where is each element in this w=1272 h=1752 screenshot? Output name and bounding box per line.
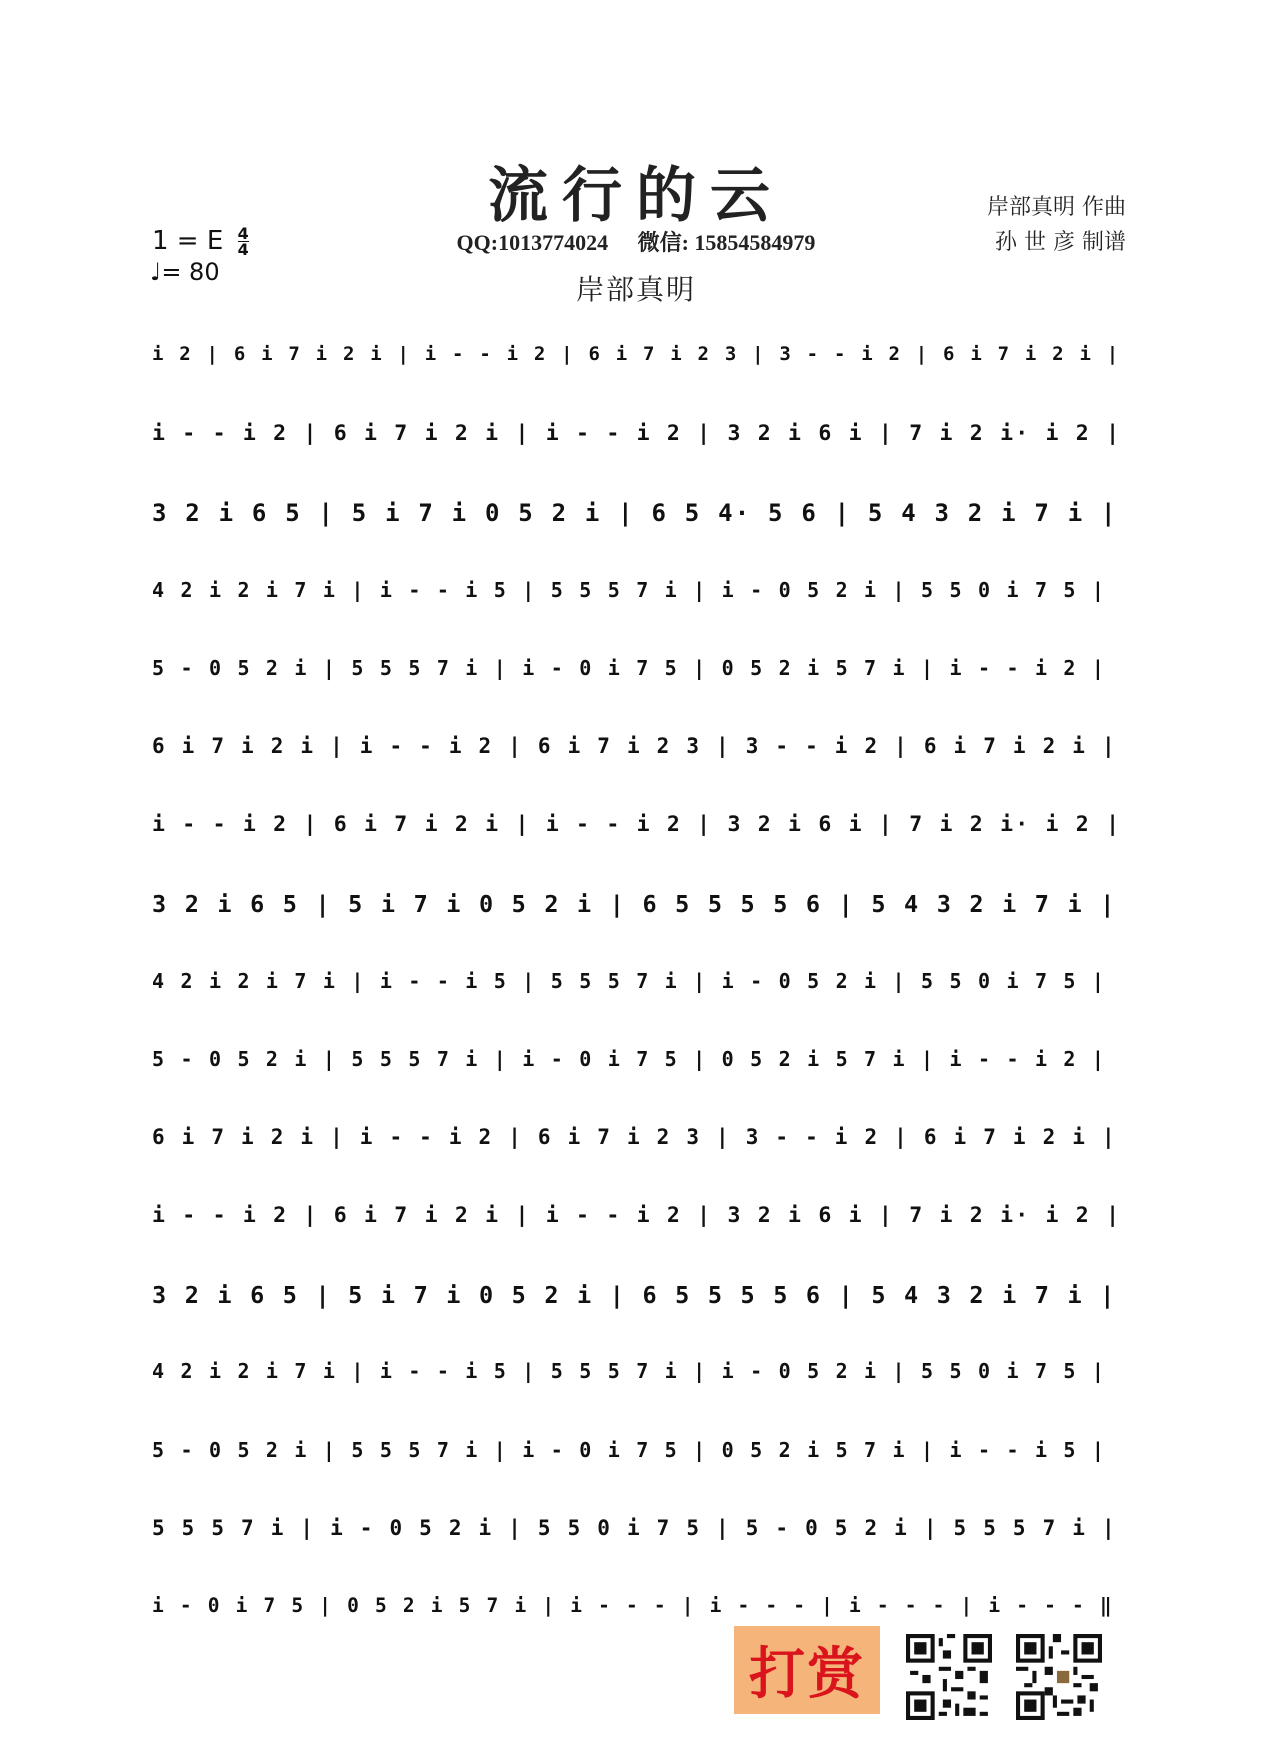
score-line xyxy=(152,1351,1122,1429)
wechat-contact: 微信: 15854584979 xyxy=(637,230,816,255)
notation-text: 6 i 7 i 2 i | i - - i 2 | 6 i 7 i 2 3 | 3 - - i 2 | 6 i 7 i 2 i | xyxy=(152,1124,1117,1149)
notation-text: 5 - 0 5 2 i | 5 5 5 7 i | i - 0 i 7 5 | 0 5 2 i 5 7 i | i - - i 2 | xyxy=(152,655,1107,680)
time-denominator: 4 xyxy=(237,240,249,259)
transcriber-credit: 孙 世 彦 制谱 xyxy=(995,230,1126,255)
notation-text: 4 2 i 2 i 7 i | i - - i 5 | 5 5 5 7 i | i - 0 5 2 i | 5 5 0 i 7 5 | xyxy=(152,577,1107,602)
score-line xyxy=(152,648,1122,726)
score-line xyxy=(152,1430,1122,1508)
notation-text: 3 2 i 6 5 | 5 i 7 i 0 5 2 i | 6 5 4· 5 6 | 5 4 3 2 i 7 i | xyxy=(152,499,1118,528)
score-line xyxy=(152,961,1122,1039)
tempo-marking: ♩= 80 xyxy=(150,258,220,286)
score-line xyxy=(152,335,1122,413)
song-title: 流行的云 xyxy=(488,161,784,231)
notation-text: i - - i 2 | 6 i 7 i 2 i | i - - i 2 | 3 2 i 6 i | 7 i 2 i· i 2 | xyxy=(152,812,1122,838)
score-line xyxy=(152,413,1122,491)
score-line xyxy=(152,1117,1122,1195)
qq-contact: QQ:1013774024 xyxy=(456,230,609,255)
notation-text: 6 i 7 i 2 i | i - - i 2 | 6 i 7 i 2 3 | 3 - - i 2 | 6 i 7 i 2 i | xyxy=(152,733,1117,758)
score-line xyxy=(152,1195,1122,1273)
notation-text: 4 2 i 2 i 7 i | i - - i 5 | 5 5 5 7 i | i - 0 5 2 i | 5 5 0 i 7 5 | xyxy=(152,968,1107,993)
score-line xyxy=(152,570,1122,648)
key-label: 1 = E xyxy=(152,226,224,256)
notation-text: 4 2 i 2 i 7 i | i - - i 5 | 5 5 5 7 i | i - 0 5 2 i | 5 5 0 i 7 5 | xyxy=(152,1359,1107,1384)
notation-text: 3 2 i 6 5 | 5 i 7 i 0 5 2 i | 6 5 5 5 5 6 | 5 4 3 2 i 7 i | xyxy=(152,1281,1117,1310)
notation-text: i - - i 2 | 6 i 7 i 2 i | i - - i 2 | 3 2 i 6 i | 7 i 2 i· i 2 | xyxy=(152,421,1122,447)
notation-text: 3 2 i 6 5 | 5 i 7 i 0 5 2 i | 6 5 5 5 5 6 | 5 4 3 2 i 7 i | xyxy=(152,890,1117,919)
notation-text: i - - i 2 | 6 i 7 i 2 i | i - - i 2 | 3 2 i 6 i | 7 i 2 i· i 2 | xyxy=(152,1203,1122,1229)
contact-info xyxy=(0,226,1272,257)
score-line xyxy=(152,882,1122,960)
notation-text: 5 - 0 5 2 i | 5 5 5 7 i | i - 0 i 7 5 | 0 5 2 i 5 7 i | i - - i 5 | xyxy=(152,1437,1107,1462)
score-line xyxy=(152,491,1122,569)
notation-text: 5 - 0 5 2 i | 5 5 5 7 i | i - 0 i 7 5 | 0 5 2 i 5 7 i | i - - i 2 | xyxy=(152,1046,1107,1071)
subtitle: 岸部真明 xyxy=(575,273,696,306)
score-body xyxy=(152,335,1122,1664)
score-line xyxy=(152,1273,1122,1351)
score-line xyxy=(152,1039,1122,1117)
notation-text: 5 5 5 7 i | i - 0 5 2 i | 5 5 0 i 7 5 | 5 - 0 5 2 i | 5 5 5 7 i | xyxy=(152,1515,1117,1540)
notation-text: i - 0 i 7 5 | 0 5 2 i 5 7 i | i - - - | i - - - | i - - - | i - - - ‖ xyxy=(152,1594,1114,1617)
score-line xyxy=(152,1508,1122,1586)
score-line xyxy=(152,804,1122,882)
score-line xyxy=(152,726,1122,804)
notation-text: i 2 | 6 i 7 i 2 i | i - - i 2 | 6 i 7 i 2 3 | 3 - - i 2 | 6 i 7 i 2 i | xyxy=(152,343,1121,365)
composer-credit: 岸部真明 作曲 xyxy=(987,195,1126,220)
qr-code-icon xyxy=(1016,1634,1102,1720)
qr-code-icon xyxy=(906,1634,992,1720)
tip-button[interactable]: 打赏 xyxy=(734,1626,880,1714)
time-numerator: 4 xyxy=(237,224,249,243)
